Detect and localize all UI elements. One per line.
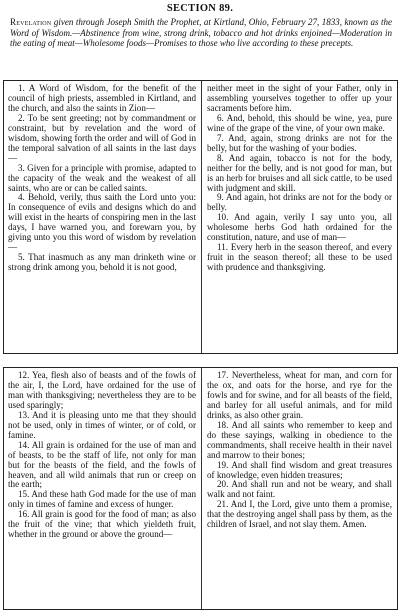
verse-15: 15. And these hath God made for the use of man only in times of famine and excess of hunger.	[8, 489, 196, 510]
verse-8: 8. And again, tobacco is not for the body, neither for the belly, and is not good for man, but is an herb for bruises and all sick cattle, to be used with judgment and skill.	[207, 152, 392, 193]
verse-16: 16. All grain is good for the food of man; as also the fruit of the vine; that which yieldeth fruit, whether in the ground or above the ground—	[8, 509, 196, 540]
verse-9: 9. And again, hot drinks are not for the body or belly.	[207, 192, 392, 213]
column-divider	[201, 368, 202, 609]
verses-block-2-right-column	[207, 371, 392, 530]
verse-1: 1. A Word of Wisdom, for the benefit of the council of high priests, assembled in Kirtland, and the church, and also the saints in Zion—	[8, 83, 196, 113]
section-heading: SECTION 89.	[166, 3, 234, 14]
verses-block-2-left-column	[8, 371, 196, 540]
verse-4: 4. Behold, verily, thus saith the Lord unto you: In consequence of evils and designs which do and will exist in the hearts of conspiring men in the last days, I have warned you, and forewarn you, by giving unto you this word of wisdom by revelation—	[8, 192, 196, 253]
verse-14: 14. All grain is ordained for the use of man and of beasts, to be the staff of life, not only for man but for the beasts of the field, and the fowls of heaven, and all wild animals that run or creep on the earth;	[8, 439, 196, 490]
verse-11: 11. Every herb in the season thereof, and every fruit in the season thereof; all these to be used with prudence and thanksgiving.	[207, 242, 392, 273]
verse-5: 5. That inasmuch as any man drinketh wine or strong drink among you, behold it is not good,	[8, 252, 196, 273]
verses-block-2	[3, 367, 398, 610]
verse-6: 6. And, behold, this should be wine, yea, pure wine of the grape of the vine, of your own make.	[207, 112, 392, 133]
verse-19: 19. And shall find wisdom and great treasures of knowledge, even hidden treasures;	[207, 459, 392, 480]
verse-18: 18. And all saints who remember to keep and do these sayings, walking in obedience to the commandments, shall receive health in their navel and marrow to their bones;	[207, 419, 392, 460]
verse-20: 20. And shall run and not be weary, and shall walk and not faint.	[207, 479, 392, 500]
verses-block-1-right-column	[207, 84, 392, 273]
verse-12: 12. Yea, flesh also of beasts and of the fowls of the air, I, the Lord, have ordained for the use of man with thanksgiving; nevertheless they are to be used sparingly;	[8, 370, 196, 410]
verse-13: 13. And it is pleasing unto me that they should not be used, only in times of winter, or of cold, or famine.	[8, 409, 196, 440]
verses-block-1	[3, 80, 398, 354]
verse-21: 21. And I, the Lord, give unto them a promise, that the destroying angel shall pass by them, as the children of Israel, and not slay them. Amen.	[207, 499, 392, 530]
verse-10: 10. And again, verily I say unto you, all wholesome herbs God hath ordained for the constitution, nature, and use of man—	[207, 212, 392, 243]
verses-block-1-left-column	[8, 84, 196, 273]
verse-7: 7. And, again, strong drinks are not for the belly, but for the washing of your bodies.	[207, 132, 392, 153]
verse-5-continued: neither meet in the sight of your Father, only in assembling yourselves together to offer up your sacraments before him.	[207, 83, 392, 113]
verse-3: 3. Given for a principle with promise, adapted to the capacity of the weak and the weakest of all saints, who are or can be called saints.	[8, 162, 196, 193]
intro-lead-word: Revelation	[10, 17, 52, 27]
section-introduction	[10, 17, 392, 49]
verse-17: 17. Nevertheless, wheat for man, and corn for the ox, and oats for the horse, and rye for the fowls and for swine, and for all beasts of the field, and barley for all useful animals, and for mild drinks, as also other grain.	[207, 370, 392, 420]
column-divider	[201, 81, 202, 353]
intro-text: given through Joseph Smith the Prophet, at Kirtland, Ohio, February 27, 1833, known as the Word of Wisdom.—Abstinence from wine, strong drink, tobacco and hot drinks enjoined—Moderation in the eating of meat—Wholesome foods—Promises to those who live according to these precepts.	[10, 17, 392, 49]
verse-2: 2. To be sent greeting; not by commandment or constraint, but by revelation and the word of wisdom, showing forth the order and will of God in the temporal salvation of all saints in the last days—	[8, 112, 196, 163]
